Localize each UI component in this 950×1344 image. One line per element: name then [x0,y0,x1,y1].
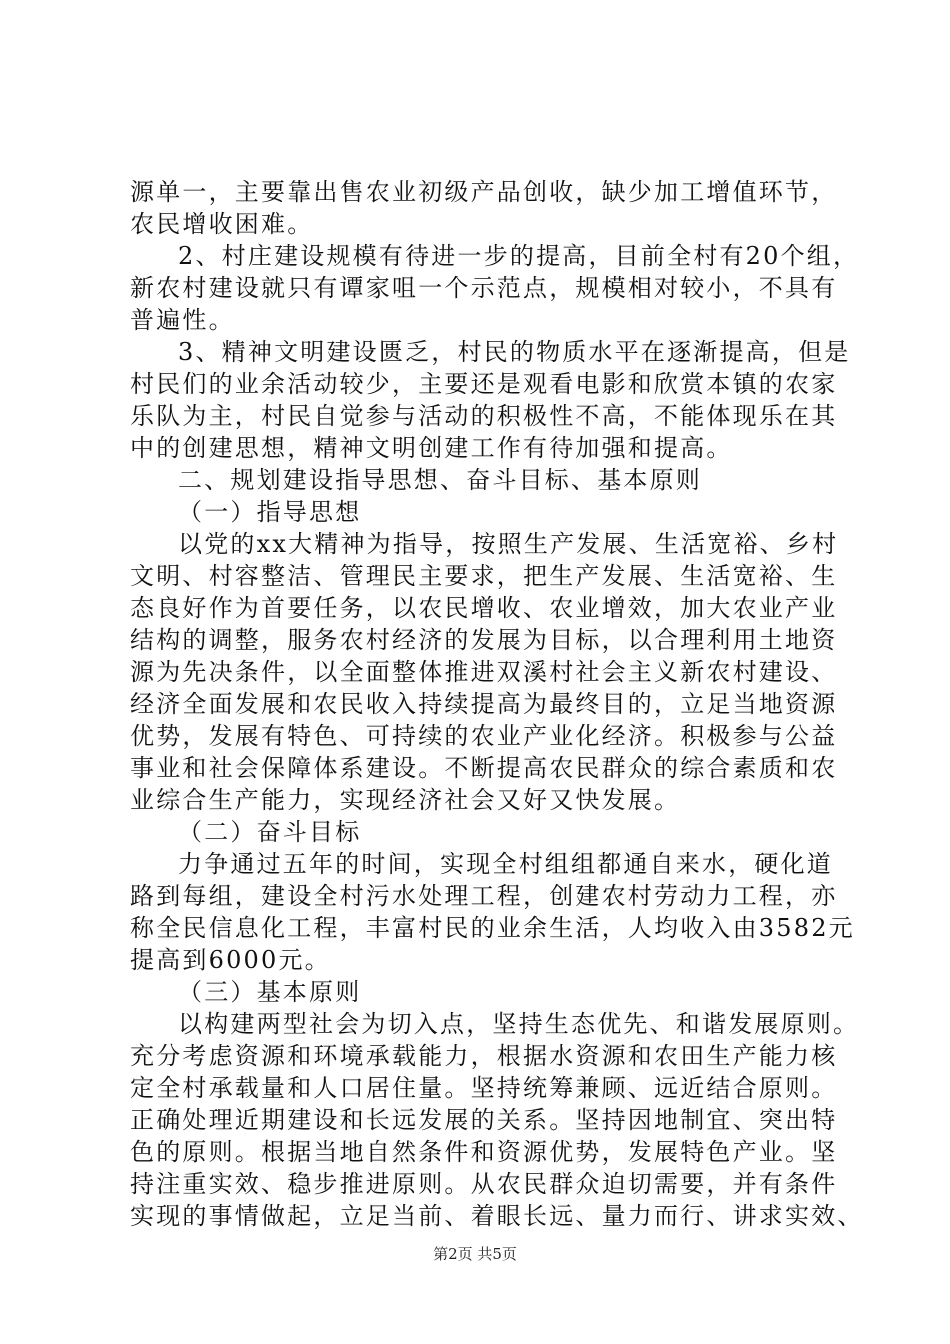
text-line: 称全民信息化工程，丰富村民的业余生活，人均收入由3582元 [130,914,855,942]
text-line: 路到每组，建设全村污水处理工程，创建农村劳动力工程，亦 [130,882,838,910]
text-line: 实现的事情做起，立足当前、着眼长远、量力而行、讲求实效、 [130,1202,864,1230]
text-line: 普遍性。 [130,306,235,334]
text-line: 业综合生产能力，实现经济社会又好又快发展。 [130,786,681,814]
text-line: 优势，发展有特色、可持续的农业产业化经济。积极参与公益 [130,722,838,750]
text-line: 结构的调整，服务农村经济的发展为目标，以合理利用土地资 [130,626,838,654]
section-heading: 二、规划建设指导思想、奋斗目标、基本原则 [178,466,702,494]
text-line: 3、精神文明建设匮乏，村民的物质水平在逐渐提高，但是 [178,338,851,366]
subsection-heading: （一）指导思想 [178,498,362,526]
text-line: 态良好作为首要任务，以农民增收、农业增效，加大农业产业 [130,594,838,622]
text-line: 新农村建设就只有谭家咀一个示范点，规模相对较小，不具有 [130,274,838,302]
text-line: 文明、村容整洁、管理民主要求，把生产发展、生活宽裕、生 [130,562,838,590]
text-line: 充分考虑资源和环境承载能力，根据水资源和农田生产能力核 [130,1042,838,1070]
text-line: 经济全面发展和农民收入持续提高为最终目的，立足当地资源 [130,690,838,718]
text-line: 以党的xx大精神为指导，按照生产发展、生活宽裕、乡村 [178,530,839,558]
text-line: 乐队为主，村民自觉参与活动的积极性不高，不能体现乐在其 [130,402,838,430]
text-line: 村民们的业余活动较少，主要还是观看电影和欣赏本镇的农家 [130,370,838,398]
text-line: 事业和社会保障体系建设。不断提高农民群众的综合素质和农 [130,754,838,782]
text-line: 源为先决条件，以全面整体推进双溪村社会主义新农村建设、 [130,658,838,686]
text-line: 以构建两型社会为切入点，坚持生态优先、和谐发展原则。 [178,1010,860,1038]
text-line: 色的原则。根据当地自然条件和资源优势，发展特色产业。坚 [130,1138,838,1166]
text-line: 中的创建思想，精神文明创建工作有待加强和提高。 [130,434,733,462]
text-line: 正确处理近期建设和长远发展的关系。坚持因地制宜、突出特 [130,1106,838,1134]
text-line: 农民增收困难。 [130,210,314,238]
page-number-footer: 第2页 共5页 [433,1245,517,1263]
text-line: 持注重实效、稳步推进原则。从农民群众迫切需要，并有条件 [130,1170,838,1198]
text-line: 2、村庄建设规模有待进一步的提高，目前全村有20个组， [178,242,860,270]
text-line: 定全村承载量和人口居住量。坚持统筹兼顾、远近结合原则。 [130,1074,838,1102]
subsection-heading: （二）奋斗目标 [178,818,362,846]
text-line: 力争通过五年的时间，实现全村组组都通自来水，硬化道 [178,850,833,878]
text-line: 提高到6000元。 [130,946,331,974]
text-line: 源单一，主要靠出售农业初级产品创收，缺少加工增值环节， [130,178,838,206]
subsection-heading: （三）基本原则 [178,978,362,1006]
